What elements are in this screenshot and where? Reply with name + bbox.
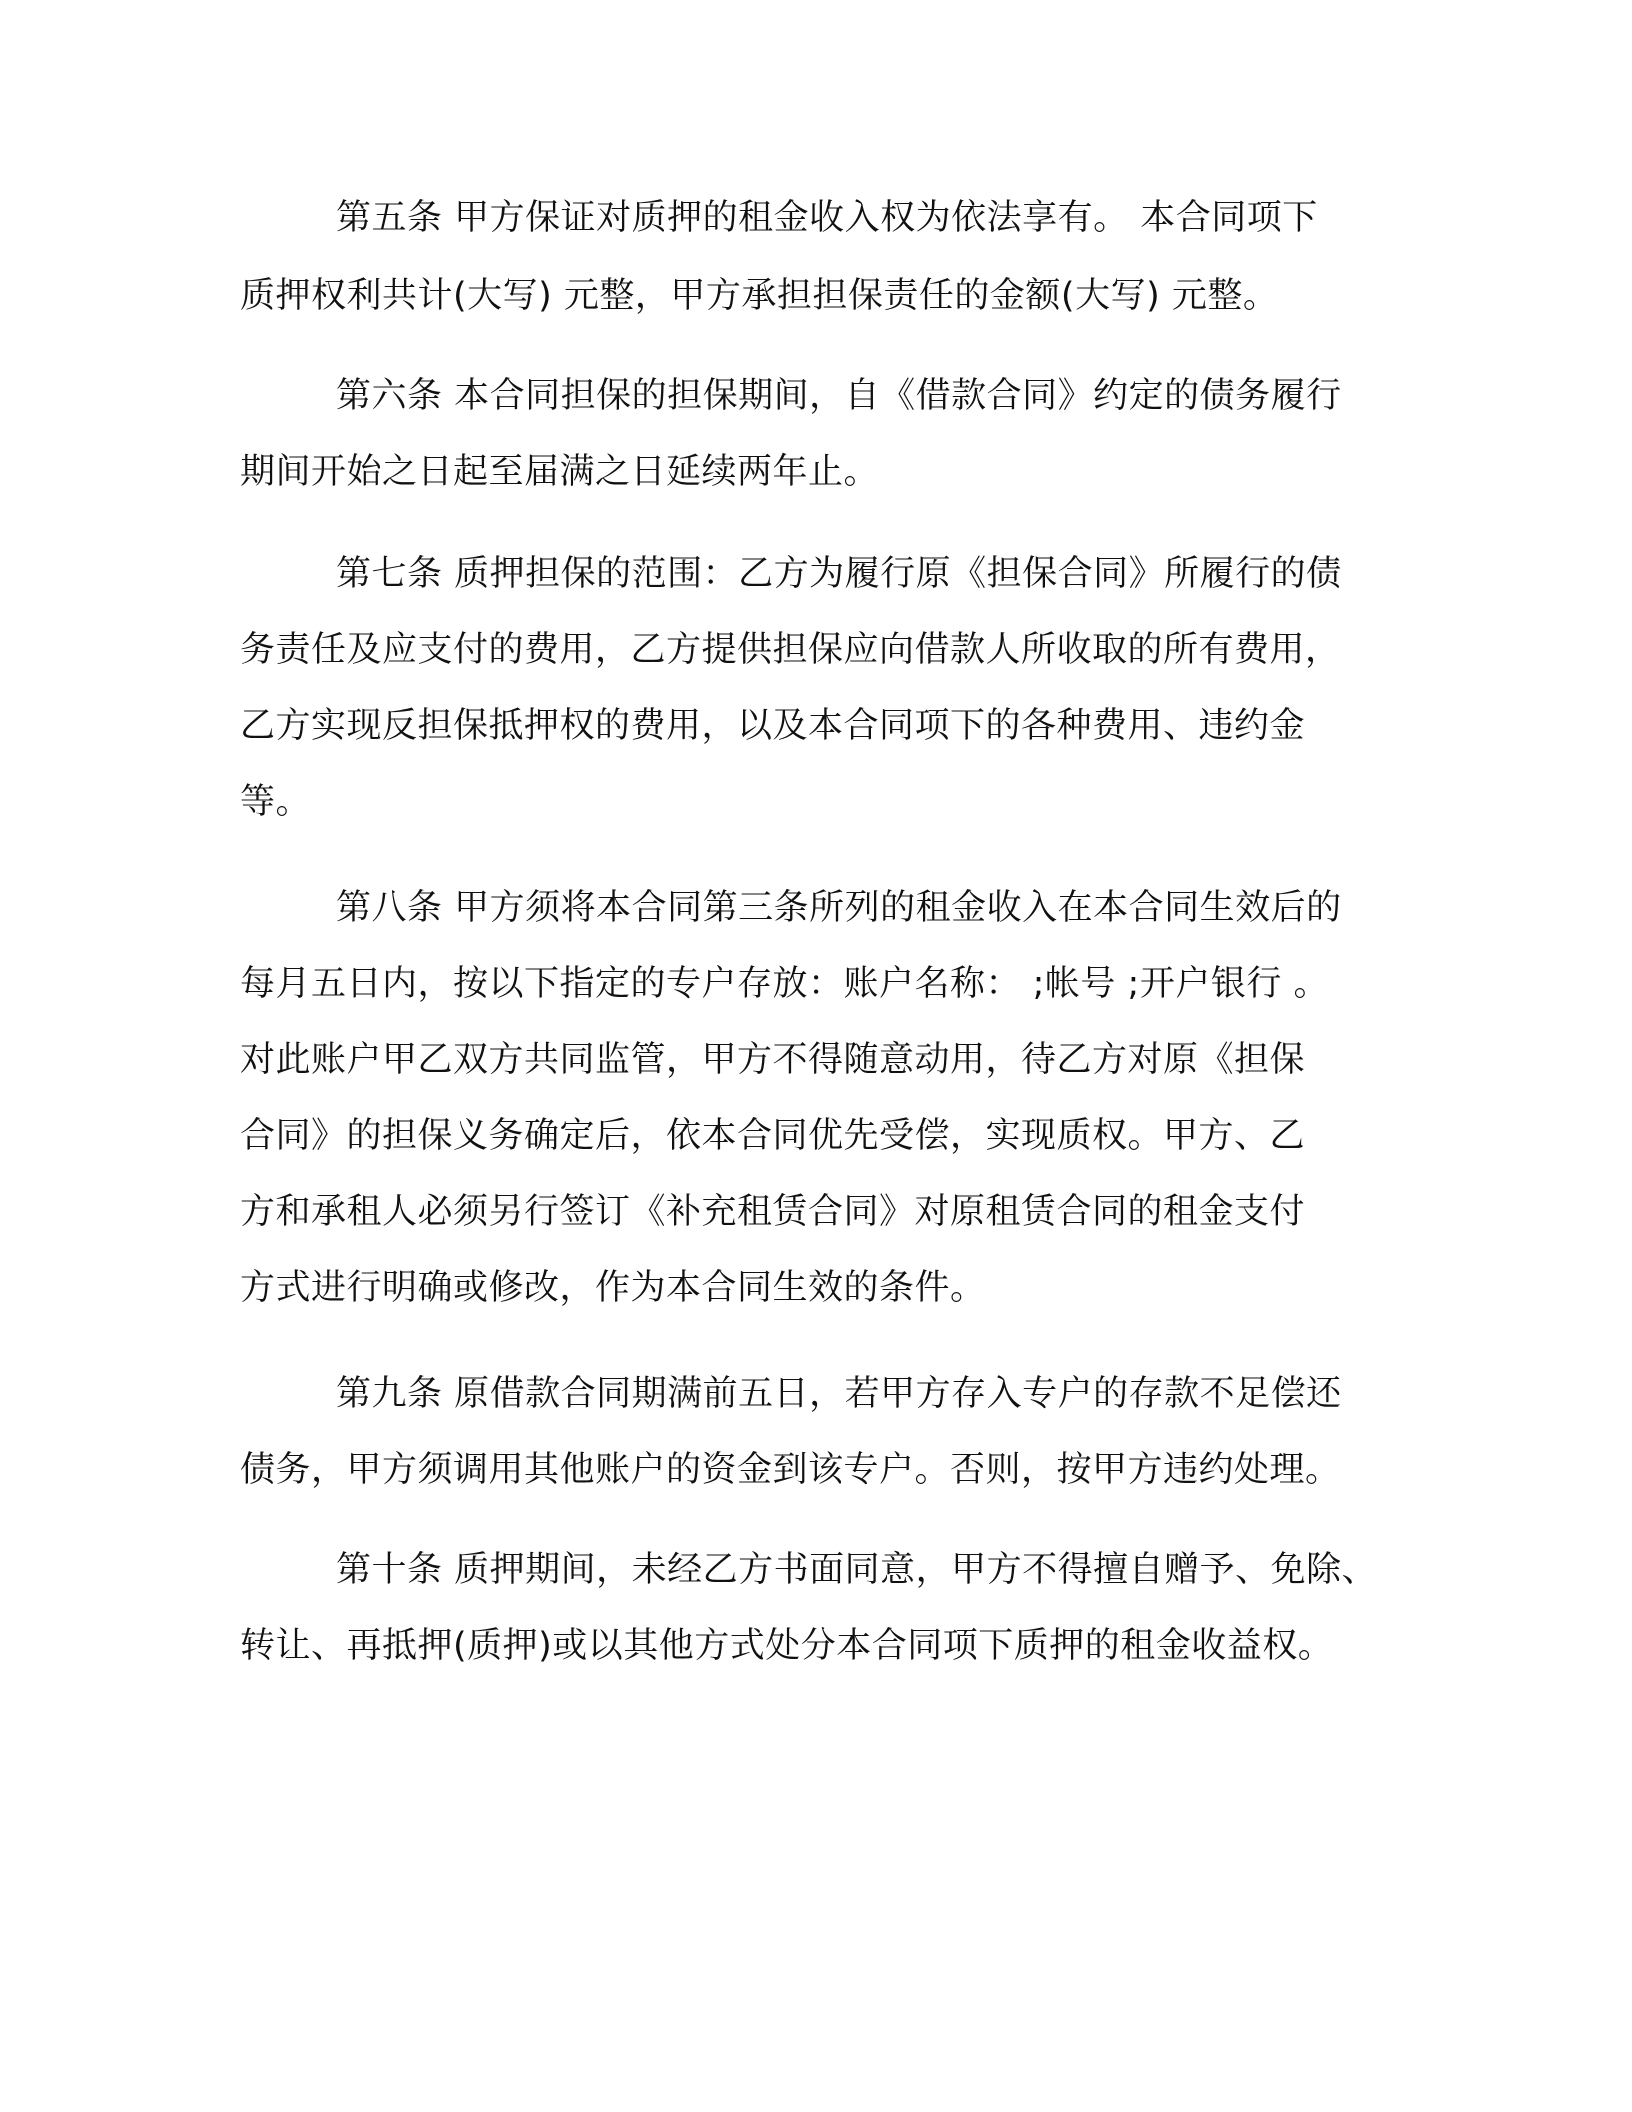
article-8-line-4: 合同》的担保义务确定后，依本合同优先受偿，实现质权。甲方、乙 [240,1116,1306,1156]
article-9-line-1: 第九条 原借款合同期满前五日，若甲方存入专户的存款不足偿还 [336,1374,1342,1414]
article-5-line-2: 质押权利共计(大写) 元整，甲方承担担保责任的金额(大写) 元整。 [240,276,1279,316]
article-6-line-2: 期间开始之日起至届满之日延续两年止。 [240,452,880,492]
article-6-line-1: 第六条 本合同担保的担保期间，自《借款合同》约定的债务履行 [336,376,1342,416]
article-7-line-1: 第七条 质押担保的范围：乙方为履行原《担保合同》所履行的债 [336,554,1342,594]
article-5-line-1: 第五条 甲方保证对质押的租金收入权为依法享有。 本合同项下 [336,198,1318,238]
article-8-line-6: 方式进行明确或修改，作为本合同生效的条件。 [240,1268,986,1308]
article-7-line-3: 乙方实现反担保抵押权的费用，以及本合同项下的各种费用、违约金 [240,706,1306,746]
article-10-line-1: 第十条 质押期间，未经乙方书面同意，甲方不得擅自赠予、免除、 [336,1550,1378,1590]
article-8-line-3: 对此账户甲乙双方共同监管，甲方不得随意动用，待乙方对原《担保 [240,1040,1306,1080]
article-7-line-2: 务责任及应支付的费用，乙方提供担保应向借款人所收取的所有费用， [240,630,1341,670]
article-8-line-1: 第八条 甲方须将本合同第三条所列的租金收入在本合同生效后的 [336,888,1342,928]
article-10-line-2: 转让、再抵押(质押)或以其他方式处分本合同项下质押的租金收益权。 [240,1626,1334,1666]
article-7-line-4: 等。 [240,782,312,822]
article-8-line-2: 每月五日内，按以下指定的专户存放：账户名称： ;帐号 ;开户银行 。 [240,964,1329,1004]
article-9-line-2: 债务，甲方须调用其他账户的资金到该专户。否则，按甲方违约处理。 [240,1450,1341,1490]
article-8-line-5: 方和承租人必须另行签订《补充租赁合同》对原租赁合同的租金支付 [240,1192,1306,1232]
